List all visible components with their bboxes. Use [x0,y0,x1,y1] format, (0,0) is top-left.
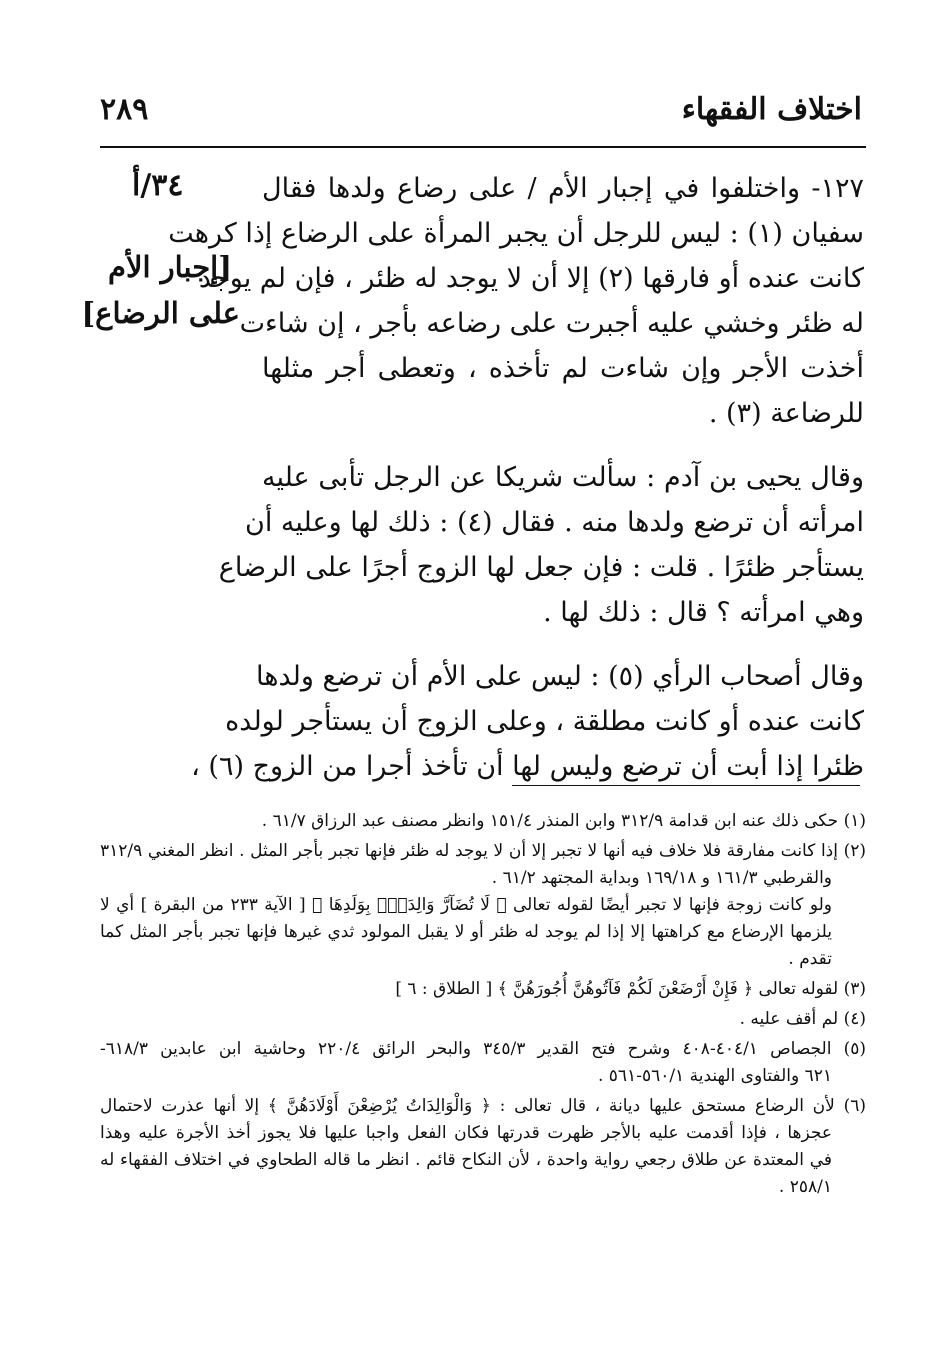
footnote-line: والقرطبي ١٦١/٣ و ١٦٩/١٨ وبداية المجتهد ٦١/٢ . [491,868,832,888]
footnote-line: ٦٢١ والفتاوى الهندية ٥٦٠/١-٥٦١ . [597,1066,832,1086]
footnote [100,1036,866,1090]
footnote-line: (٤) لم أقف عليه . [739,1009,866,1029]
footnote-line: تقدم . [788,949,832,969]
main-text [168,166,864,808]
text-line: للرضاعة (٣) . [708,398,864,429]
footnote-divider [512,785,860,786]
footnote-line: عجزها ، فإذا أقدمت عليه بالأجر ظهرت قدرتها فكان الفعل واجبا عليها فلا يجوز أخذ الأجرة عليه وهذا [100,1123,832,1143]
footnote [100,838,866,973]
text-line: امرأته أن ترضع ولدها منه . فقال (٤) : ذلك لها وعليه أن [245,507,864,538]
footnote [100,1093,866,1201]
text-line: وقال يحيى بن آدم : سألت شريكا عن الرجل تأبى عليه [262,462,864,493]
text-line: كانت عنده أو كانت مطلقة ، وعلى الزوج أن يستأجر لولده [225,706,864,737]
footnote [100,808,866,835]
paragraph [168,166,864,436]
text-line: أخذت الأجر وإن شاءت لم تأخذه ، وتعطى أجر مثلها [262,353,864,384]
text-line: يستأجر ظئرًا . قلت : فإن جعل لها الزوج أجرًا على الرضاع [218,552,864,583]
paragraph [191,654,864,789]
text-line: وقال أصحاب الرأي (٥) : ليس على الأم أن ترضع ولدها [256,661,864,692]
text-line: كانت عنده أو فارقها (٢) إلا أن لا يوجد له ظئر ، فإن لم يوجد [198,263,864,294]
running-title: اختلاف الفقهاء [681,92,862,127]
text-line: ظئرا إذا أبت أن ترضع وليس لها أن تأخذ أجرا من الزوج (٦) ، [191,751,864,782]
footnote-line: (٢) إذا كانت مفارقة فلا خلاف فيه أنها لا تجبر إلا أن لا يوجد له ظئر فإنها تجبر بأجر المثل . انظر المغني ٣١٢/٩ [100,841,866,861]
footnote-line: ٢٥٨/١ . [778,1177,832,1197]
text-line: سفيان (١) : ليس للرجل أن يجبر المرأة على الرضاع إذا كرهت [168,218,864,249]
margin-heading-line: [إجبار الأم [108,250,232,284]
page-number: ٢٨٩ [100,92,149,127]
margin-heading-line: على الرضاع] [81,296,240,330]
paragraph [218,455,864,635]
footnote [100,1006,866,1033]
footnote-line: (٦) لأن الرضاع مستحق عليها ديانة ، قال تعالى : ﴿ وَالْوَالِدَاتُ يُرْضِعْنَ أَوْلَادَهُنَّ ﴾ إلا أنها عذرت لاحتمال [100,1096,866,1116]
footnote-line: في المعتدة عن طلاق رجعي رواية واحدة ، لأن النكاح قائم . انظر ما قاله الطحاوي في اختلاف الفقهاء له [100,1150,832,1170]
footnote-line: يلزمها الإرضاع مع كراهتها إلا إذا لم يوجد له ظئر أو لا يقبل المولود ثدي غيرها فإنها تجبر بأجر المثل كما [100,922,832,942]
footnote [100,976,866,1003]
manuscript-folio-ref: ٣٤/أ [132,168,184,203]
footnote-line: (٣) لقوله تعالى ﴿ فَإِنْ أَرْضَعْنَ لَكُمْ فَآتُوهُنَّ أُجُورَهُنَّ ﴾ [ الطلاق : ٦ ] [395,979,866,999]
text-line: وهي امرأته ؟ قال : ذلك لها . [543,597,864,628]
footnote-line: (٥) الجصاص ٤٠٤/١-٤٠٨ وشرح فتح القدير ٣٤٥/٣ والبحر الرائق ٢٢٠/٤ وحاشية ابن عابدين ٦١٨/٣- [100,1039,866,1059]
text-line: له ظئر وخشي عليه أجبرت على رضاعه بأجر ، إن شاءت [239,308,864,339]
text-line: ١٢٧- واختلفوا في إجبار الأم / على رضاع ولدها فقال [262,173,864,204]
footnote-line: (١) حكى ذلك عنه ابن قدامة ٣١٢/٩ وابن المنذر ١٥١/٤ وانظر مصنف عبد الرزاق ٦١/٧ . [261,811,866,831]
footnote-line: ولو كانت زوجة فإنها لا تجبر أيضًا لقوله تعالى ﴿ لَا تُضَآرَّ وَالِدَةٌۢ بِوَلَدِهَا ﴾ [ الآية ٢٣٣ من البقرة ] أي لا [100,895,832,915]
header-divider [100,146,866,148]
footnotes [100,808,866,1204]
